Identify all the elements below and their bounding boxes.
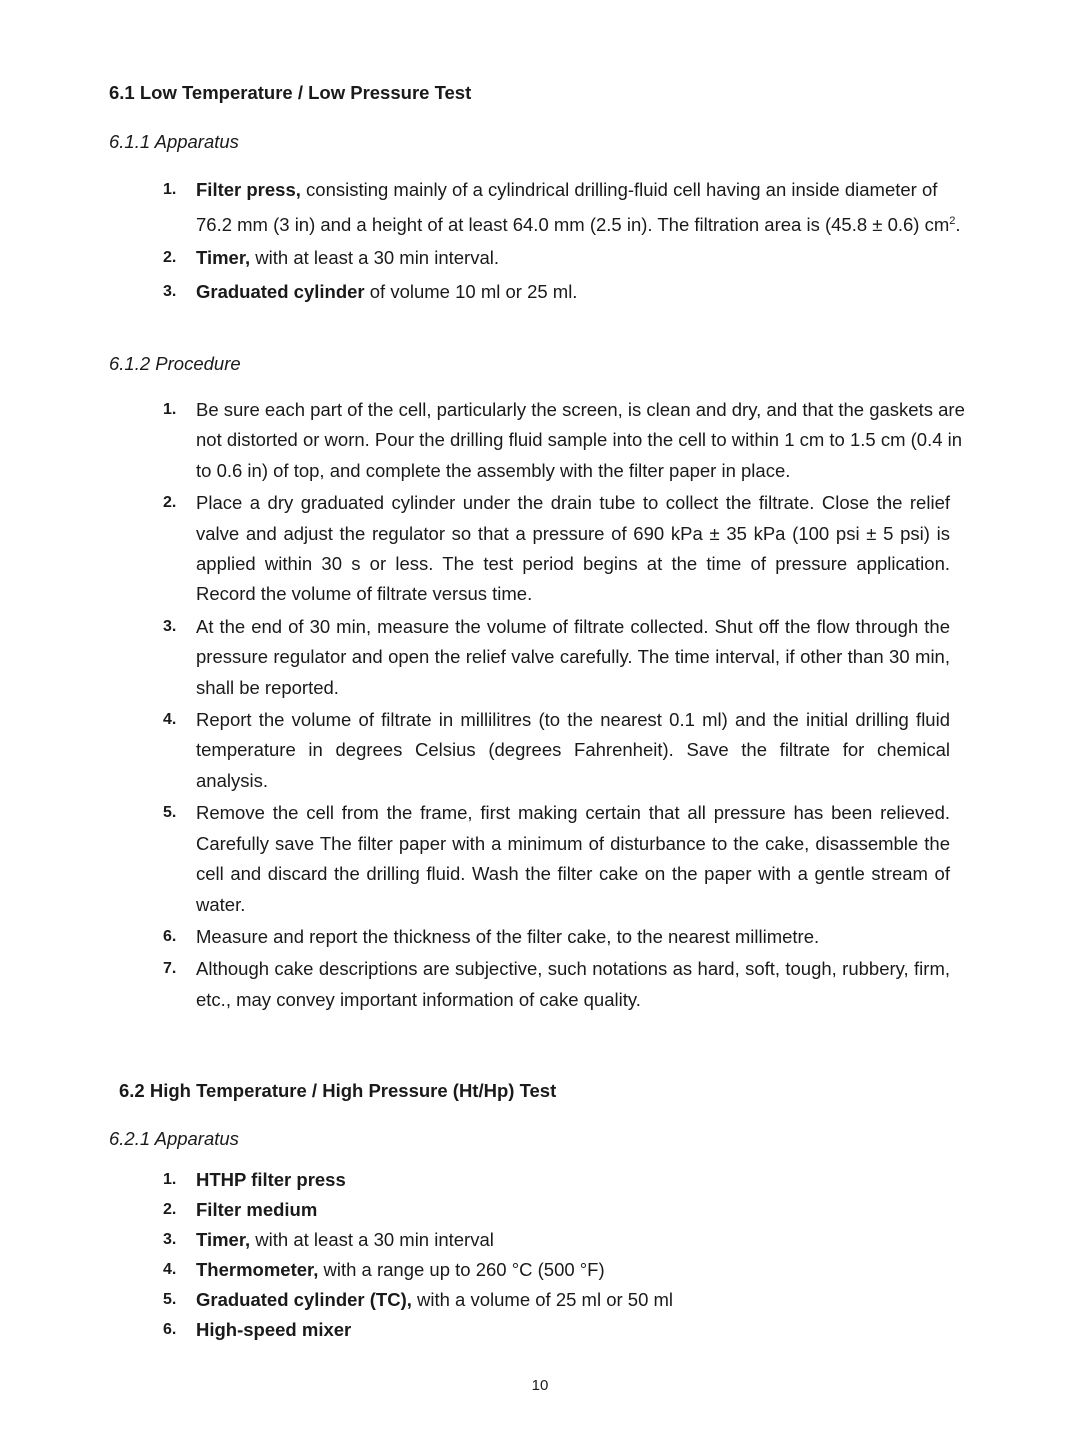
list-item bbox=[163, 612, 950, 703]
list-number: 6. bbox=[163, 927, 177, 945]
item-term: Timer, bbox=[196, 1229, 251, 1250]
procedure-list-6-1-2 bbox=[163, 395, 965, 1015]
list-item bbox=[163, 705, 950, 796]
list-item bbox=[163, 395, 970, 486]
subsection-title-6-1-2: 6.1.2 Procedure bbox=[109, 353, 241, 374]
apparatus-list-6-1-1 bbox=[163, 175, 974, 307]
item-text: Although cake descriptions are subjective, such notations as hard, soft, tough, rubbery, firm, etc., may convey important information of cake quality. bbox=[196, 958, 950, 1010]
item-text: Report the volume of filtrate in millilitres (to the nearest 0.1 ml) and the initial drilling fluid temperature in degrees Celsius (degrees Fahrenheit). Save the filtrate for chemical analysis. bbox=[196, 709, 950, 791]
item-text: Remove the cell from the frame, first making certain that all pressure has been relieved. Carefully save The filter paper with a minimum of disturbance to the cake, disassemble the cell and discard the drilling fluid. Wash the filter cake on the paper with a gentle stream of water. bbox=[196, 802, 950, 915]
list-number: 2. bbox=[163, 249, 177, 267]
item-text: Measure and report the thickness of the filter cake, to the nearest millimetre. bbox=[196, 925, 820, 947]
list-item bbox=[163, 175, 974, 240]
list-number: 1. bbox=[163, 181, 177, 198]
list-item bbox=[163, 798, 950, 920]
list-item bbox=[163, 243, 974, 274]
list-item bbox=[163, 1255, 974, 1285]
list-number: 6. bbox=[163, 1321, 177, 1338]
list-number: 3. bbox=[163, 1231, 177, 1248]
item-text: Place a dry graduated cylinder under the drain tube to collect the filtrate. Close the relief valve and adjust the regulator so that a pressure of 690 kPa ± 35 kPa (100 psi ± 5 psi) is applied within 30 s or less. The test period begins at the time of pressure application. Record the volume of filtrate versus time. bbox=[196, 492, 950, 605]
list-item bbox=[163, 1225, 974, 1255]
item-term: Filter medium bbox=[196, 1199, 318, 1220]
item-text: with at least a 30 min interval bbox=[250, 1229, 494, 1250]
list-item bbox=[163, 1285, 974, 1315]
list-number: 5. bbox=[163, 1291, 177, 1308]
list-number: 4. bbox=[163, 711, 177, 729]
list-item bbox=[163, 277, 974, 308]
list-item bbox=[163, 1315, 974, 1345]
item-text: consisting mainly of a cylindrical drilling-fluid cell having an inside diameter of 76.2 mm (3 in) and a height of at least 64.0 mm (2.5 in). The filtration area is (45.8 ± 0.6) cm bbox=[196, 179, 950, 235]
item-term: Graduated cylinder (TC), bbox=[196, 1289, 412, 1310]
item-superscript: 2 bbox=[949, 214, 956, 227]
subsection-title-6-2-1: 6.2.1 Apparatus bbox=[109, 1128, 239, 1149]
item-term: High-speed mixer bbox=[196, 1319, 352, 1340]
list-item bbox=[163, 922, 970, 952]
item-term: Thermometer, bbox=[196, 1259, 319, 1280]
subsection-title-6-1-1: 6.1.1 Apparatus bbox=[109, 131, 239, 152]
list-number: 5. bbox=[163, 804, 177, 822]
list-number: 3. bbox=[163, 282, 177, 300]
list-number: 1. bbox=[163, 401, 177, 418]
item-term: HTHP filter press bbox=[196, 1169, 346, 1190]
item-text-end: . bbox=[955, 213, 961, 235]
item-term: Filter press, bbox=[196, 179, 301, 200]
item-text: with at least a 30 min interval. bbox=[250, 247, 500, 269]
list-number: 7. bbox=[163, 960, 177, 978]
item-text: of volume 10 ml or 25 ml. bbox=[364, 280, 578, 302]
list-number: 2. bbox=[163, 494, 177, 512]
page-number: 10 bbox=[531, 1377, 549, 1394]
item-text: with a volume of 25 ml or 50 ml bbox=[411, 1289, 674, 1310]
list-number: 3. bbox=[163, 617, 177, 635]
list-item bbox=[163, 954, 950, 1015]
list-number: 1. bbox=[163, 1171, 177, 1188]
list-item bbox=[163, 488, 950, 610]
item-text: with a range up to 260 °C (500 °F) bbox=[318, 1259, 605, 1280]
section-heading-6-1: 6.1 Low Temperature / Low Pressure Test bbox=[109, 82, 472, 103]
apparatus-list-6-2-1 bbox=[163, 1165, 974, 1345]
list-number: 2. bbox=[163, 1201, 177, 1218]
list-item bbox=[163, 1195, 974, 1225]
item-text: At the end of 30 min, measure the volume of filtrate collected. Shut off the flow through the pressure regulator and open the relief valve carefully. The time interval, if other than 30 min, shall be reported. bbox=[196, 615, 950, 698]
item-text: Be sure each part of the cell, particularly the screen, is clean and dry, and that the gaskets are not distorted or worn. Pour the drilling fluid sample into the cell to within 1 cm to 1.5 cm (0.4 in to 0.6 in) of top, and complete the assembly with the filter paper in place. bbox=[196, 399, 965, 481]
list-number: 4. bbox=[163, 1261, 177, 1278]
item-term: Graduated cylinder bbox=[196, 280, 365, 302]
section-heading-6-2: 6.2 High Temperature / High Pressure (Ht/Hp) Test bbox=[119, 1080, 557, 1101]
item-term: Timer, bbox=[196, 247, 251, 269]
list-item bbox=[163, 1165, 974, 1195]
